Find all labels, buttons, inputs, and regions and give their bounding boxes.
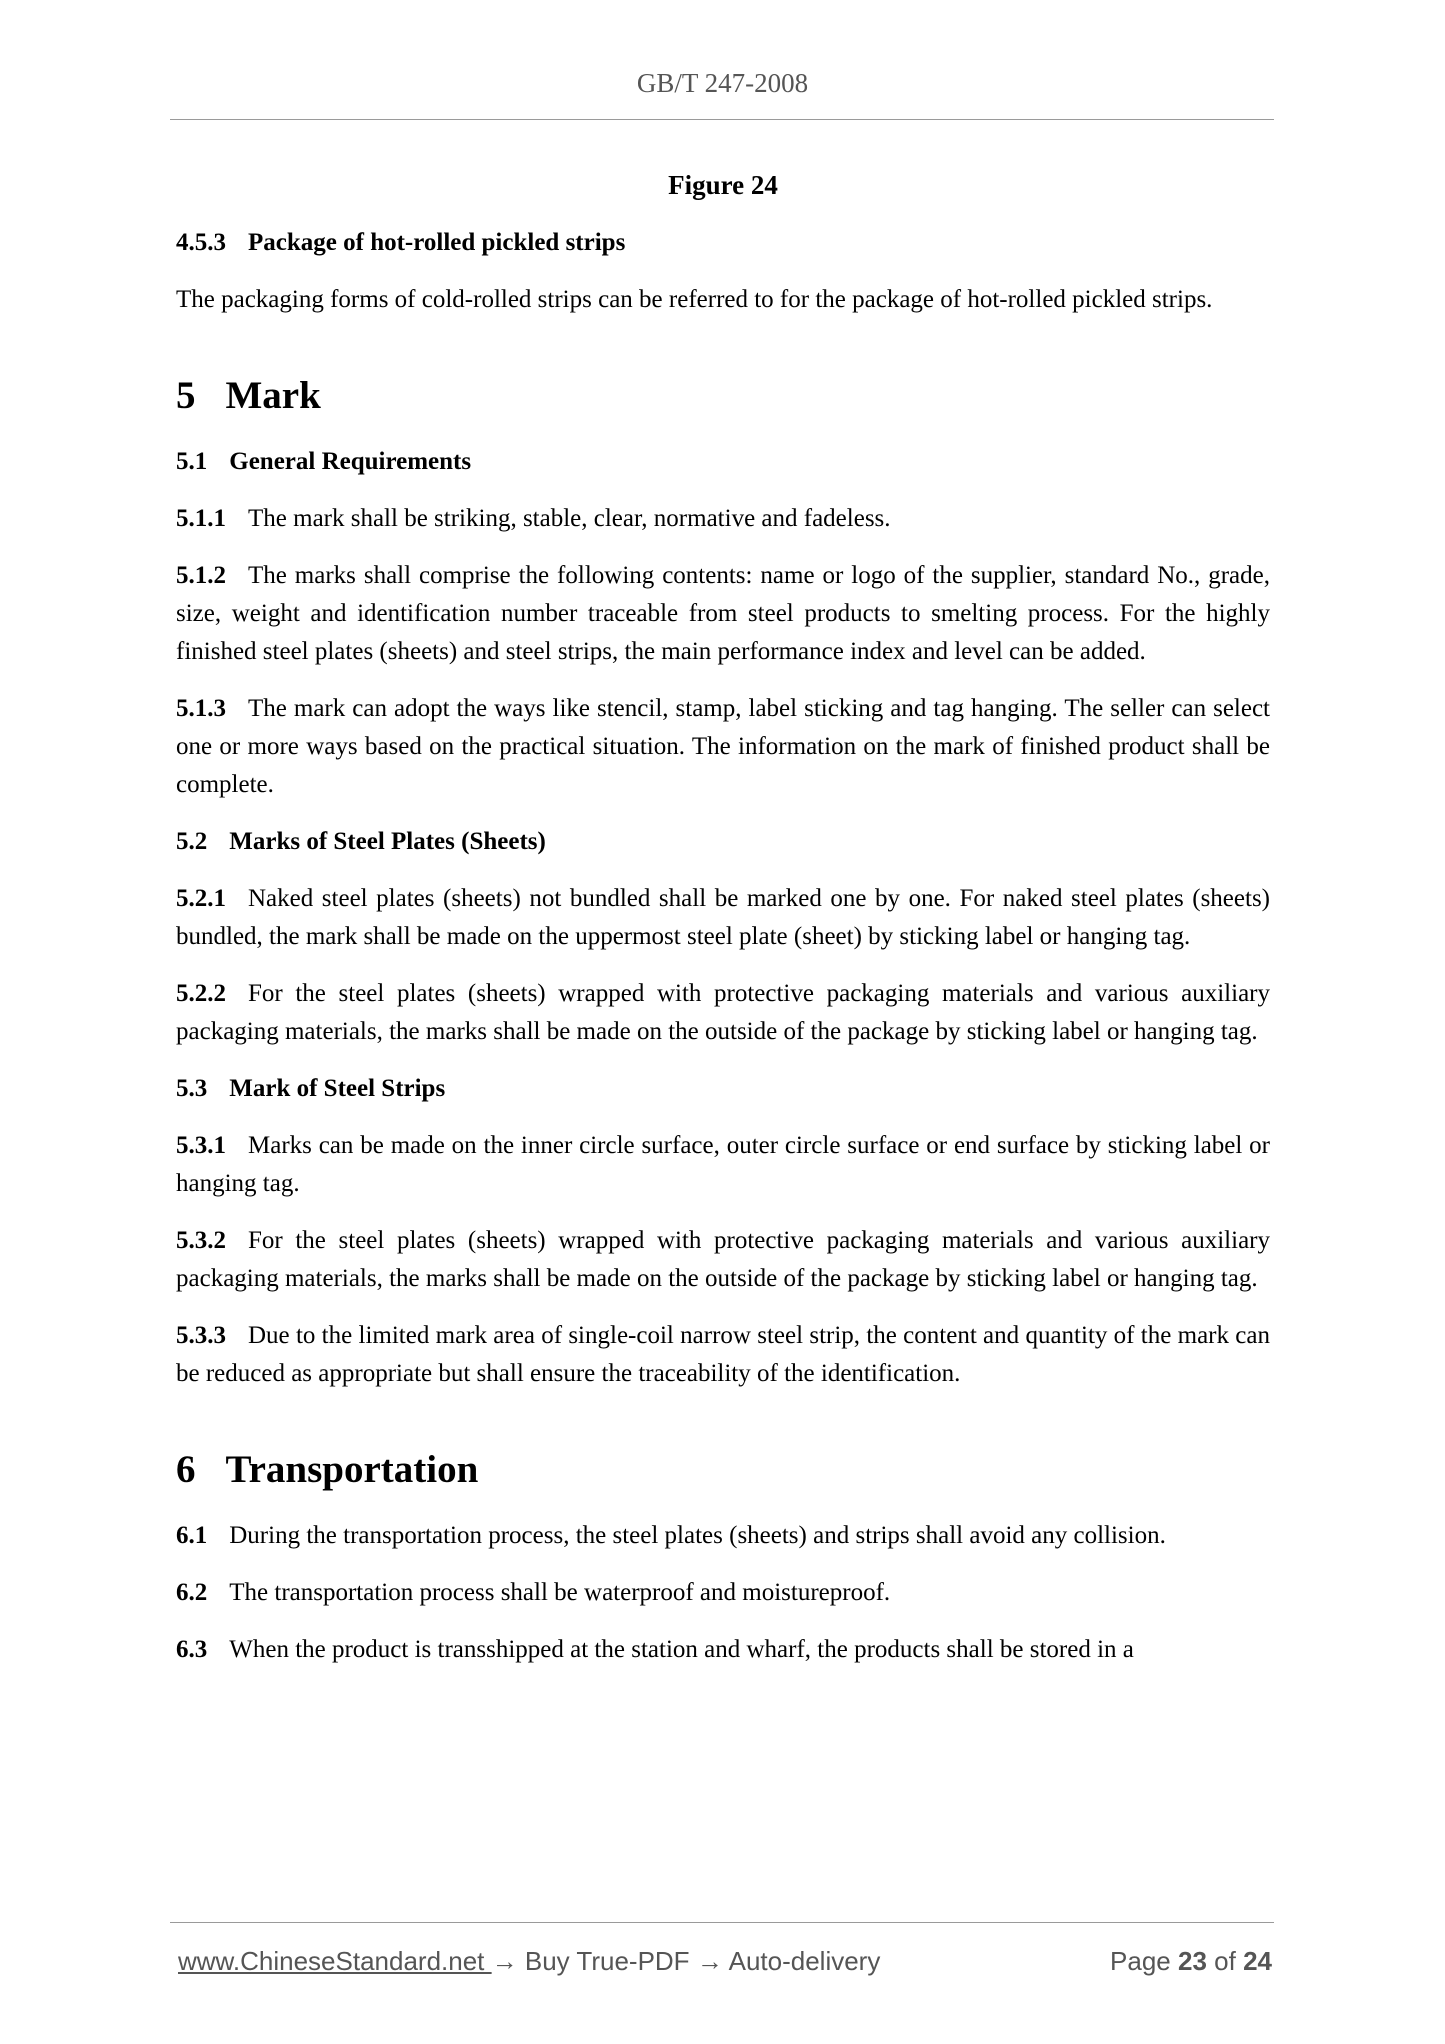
paragraph-text: The transportation process shall be waterproof and moistureproof. — [229, 1579, 891, 1606]
clause-number: 6.3 — [176, 1636, 208, 1663]
clause-number: 5.1 — [176, 448, 208, 475]
clause-number: 5.3 — [176, 1075, 208, 1102]
paragraph-4-5-3: The packaging forms of cold-rolled strips can be referred to for the package of hot-rolled pickled strips. — [176, 286, 1213, 313]
paragraph-5-3-1 — [176, 1127, 1270, 1203]
paragraph-5-2-2 — [176, 975, 1270, 1051]
page-number — [1110, 1946, 1272, 1977]
clause-heading-5-3 — [176, 1070, 1270, 1108]
clause-number: 5.2.2 — [176, 980, 226, 1007]
page-label: Page — [1110, 1946, 1171, 1976]
clause-heading-4-5-3 — [176, 224, 1270, 262]
footer-divider — [170, 1922, 1274, 1923]
paragraph-text: Due to the limited mark area of single-coil narrow steel strip, the content and quantity of the mark can be reduced as appropriate but shall ensure the traceability of the identification. — [176, 1322, 1270, 1387]
clause-title: Package of hot-rolled pickled strips — [248, 229, 626, 256]
running-header: GB/T 247-2008 — [636, 68, 809, 98]
clause-heading-5-2 — [176, 823, 1270, 861]
chapter-title: Transportation — [225, 1448, 479, 1491]
clause-number: 4.5.3 — [176, 229, 226, 256]
paragraph-text: The mark shall be striking, stable, clear, normative and fadeless. — [248, 505, 891, 532]
paragraph-text: Marks can be made on the inner circle surface, outer circle surface or end surface by sticking label or hanging tag. — [176, 1132, 1270, 1197]
clause-number: 5.1.2 — [176, 562, 226, 589]
paragraph-5-3-2 — [176, 1222, 1270, 1298]
chapter-number: 6 — [176, 1448, 196, 1491]
of-label: of — [1214, 1946, 1236, 1976]
paragraph-text: Naked steel plates (sheets) not bundled shall be marked one by one. For naked steel plates (sheets) bundled, the mark shall be made on the uppermost steel plate (sheet) by sticking label or hanging tag. — [176, 885, 1270, 950]
clause-number: 5.3.2 — [176, 1227, 226, 1254]
clause-title: Mark of Steel Strips — [229, 1075, 446, 1102]
paragraph-5-2-1 — [176, 880, 1270, 956]
chapter-heading-5 — [176, 371, 1270, 421]
clause-number: 5.3.3 — [176, 1322, 226, 1349]
paragraph-text: During the transportation process, the steel plates (sheets) and strips shall avoid any collision. — [229, 1522, 1166, 1549]
paragraph-text: For the steel plates (sheets) wrapped with protective packaging materials and various auxiliary packaging materials, the marks shall be made on the outside of the package by sticking label or hanging tag. — [176, 1227, 1270, 1292]
clause-number: 5.1.1 — [176, 505, 226, 532]
total-pages: 24 — [1243, 1946, 1272, 1976]
clause-title: General Requirements — [229, 448, 472, 475]
paragraph-text: When the product is transshipped at the station and wharf, the products shall be stored in a — [229, 1636, 1134, 1663]
clause-title: Marks of Steel Plates (Sheets) — [229, 828, 546, 855]
clause-number: 5.2.1 — [176, 885, 226, 912]
paragraph-5-1-3 — [176, 690, 1270, 804]
clause-heading-5-1 — [176, 443, 1270, 481]
paragraph-text: The marks shall comprise the following contents: name or logo of the supplier, standard No., grade, size, weight and identification number traceable from steel products to smelting process. For the highly finished steel plates (sheets) and steel strips, the main performance index and level can be added. — [176, 562, 1270, 665]
clause-number: 6.1 — [176, 1522, 208, 1549]
clause-number: 5.2 — [176, 828, 208, 855]
paragraph-6-1 — [176, 1517, 1270, 1555]
buy-pdf-text: Buy True-PDF — [524, 1946, 690, 1976]
chapter-number: 5 — [176, 374, 196, 417]
clause-number: 5.1.3 — [176, 695, 226, 722]
page-content — [176, 166, 1270, 1688]
paragraph-text: The mark can adopt the ways like stencil, stamp, label sticking and tag hanging. The seller can select one or more ways based on the practical situation. The information on the mark of finished product shall be complete. — [176, 695, 1270, 798]
clause-number: 6.2 — [176, 1579, 208, 1606]
paragraph-6-2 — [176, 1574, 1270, 1612]
chapter-heading-6 — [176, 1445, 1270, 1495]
header-divider — [170, 119, 1274, 120]
paragraph-5-1-1 — [176, 500, 1270, 538]
paragraph-5-3-3 — [176, 1317, 1270, 1393]
paragraph-5-1-2 — [176, 557, 1270, 671]
website-link[interactable]: www.ChineseStandard.net — [178, 1946, 492, 1976]
arrow-right-icon: → — [696, 1946, 723, 1976]
clause-number: 5.3.1 — [176, 1132, 226, 1159]
arrow-right-icon: → — [491, 1946, 518, 1976]
chapter-title: Mark — [225, 374, 321, 417]
paragraph-6-3 — [176, 1631, 1270, 1669]
figure-caption: Figure 24 — [668, 170, 778, 200]
auto-delivery-text: Auto-delivery — [728, 1946, 881, 1976]
footer-promo — [178, 1946, 880, 1977]
paragraph-text: For the steel plates (sheets) wrapped with protective packaging materials and various auxiliary packaging materials, the marks shall be made on the outside of the package by sticking label or hanging tag. — [176, 980, 1270, 1045]
current-page: 23 — [1178, 1946, 1207, 1976]
